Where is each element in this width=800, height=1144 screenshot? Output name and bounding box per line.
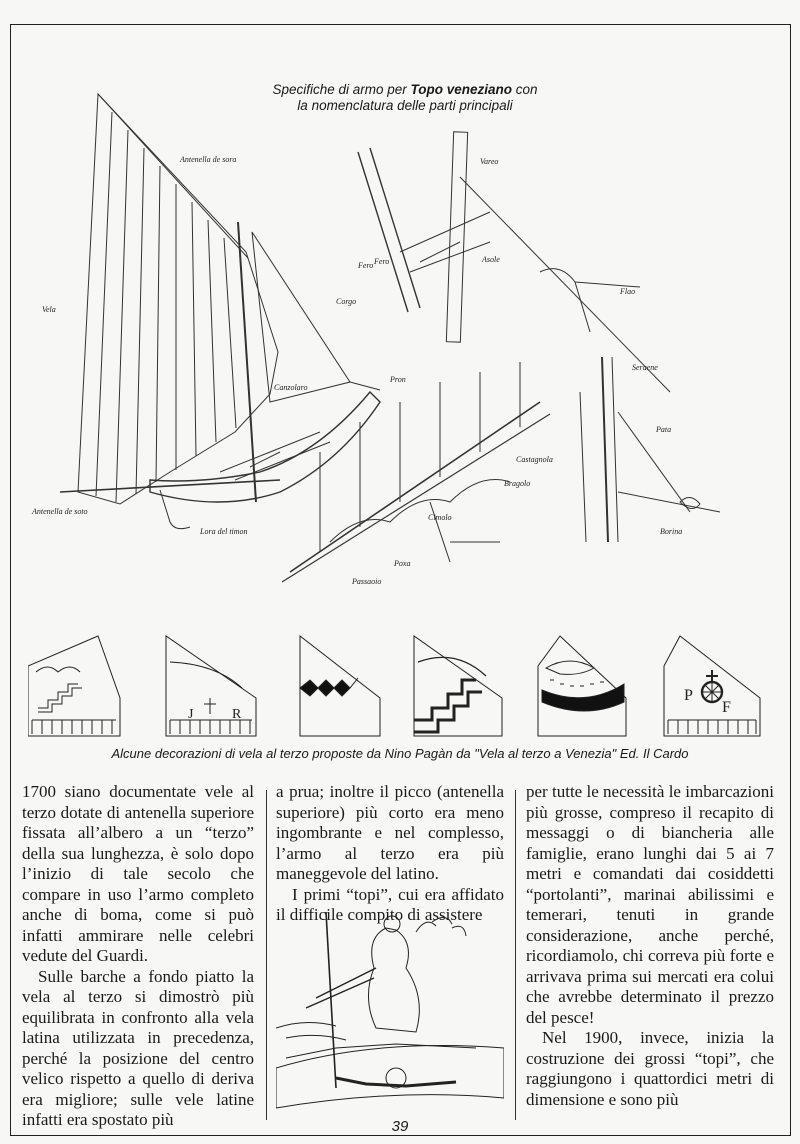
label-flao: Flao xyxy=(620,287,636,296)
paragraph: Nel 1900, invece, inizia la costruzione dei grossi “topi”, che raggiungono i quattordici metri di dimensione e sono più xyxy=(526,1028,774,1109)
paragraph: 1700 siano documentate vele al terzo dotate di antenella superiore fissata all’albero a un “terzo” della sua lunghezza, è solo dopo l’inizio di tale secolo che compare in uso l’armo completo anche di boma, come si può infatti ammirare nelle celebri vedute del Guardi. xyxy=(22,782,254,965)
decoration-6 xyxy=(664,636,760,736)
decoration-4 xyxy=(414,636,502,736)
text-column-2 xyxy=(276,782,504,926)
label-canzolaro: Canzolaro xyxy=(274,383,308,392)
label-antenella-sora: Antenella de sora xyxy=(180,155,237,164)
decorations-caption: Alcune decorazioni di vela al terzo proposte da Nino Pagàn da "Vela al terzo a Venezia" Ed. Il Cardo xyxy=(111,746,689,761)
label-bragolo: Bragolo xyxy=(504,479,531,488)
rigging-illustration xyxy=(20,72,780,612)
label-vareo: Vareo xyxy=(480,157,499,166)
paragraph: a prua; inoltre il picco (antenella superiore) più corto era meno ingombrante e nel complesso, l’armo al terzo era più maneggevole del latino. xyxy=(276,782,504,883)
mark-r: R xyxy=(232,707,242,722)
paragraph: Sulle barche a fondo piatto la vela al terzo si dimostrò più equilibrata in confronto alla vela latina utilizzata in precedenza, perché la posizione del centro velico rispetto a quello di deriva era migliore; sulle vele latine infatti era spostato più xyxy=(22,966,254,1129)
label-corgo: Corgo xyxy=(336,297,357,306)
label-passaoio: Passaoio xyxy=(352,577,382,586)
label-fero-1: Fero xyxy=(358,261,374,270)
label-pron: Pron xyxy=(390,375,406,384)
decoration-1 xyxy=(28,636,120,736)
label-pata: Pata xyxy=(656,425,672,434)
column-divider xyxy=(266,790,267,1120)
decoration-5 xyxy=(538,636,626,736)
mark-f: F xyxy=(722,699,731,716)
label-seraene: Seraene xyxy=(632,363,658,372)
paragraph: per tutte le necessità le imbarcazioni più grosse, compreso il recapito di messaggi o di biancheria alle famiglie, erano lunghi dai 5 ai 7 metri e comandati dai cosiddetti “portolanti”, marinai abilissimi e temerari, tenuti in grande considerazione, anche perché, ricordiamolo, chi correva più forte e arrivava prima sui mercati era colui che avrebbe determinato il prezzo del pesce! xyxy=(526,782,774,1027)
label-vela: Vela xyxy=(42,305,56,314)
sail-decorations xyxy=(28,628,768,740)
label-asole: Asole xyxy=(482,255,500,264)
mark-j: J xyxy=(188,707,194,722)
text-column-1 xyxy=(22,782,254,1131)
label-poxa: Poxa xyxy=(394,559,411,568)
figure-caption-top: Specifiche di armo per Topo veneziano con la nomenclatura delle parti principali xyxy=(272,82,538,113)
sail-shape xyxy=(78,94,278,504)
column-divider xyxy=(515,790,516,1120)
label-castagnola: Castagnola xyxy=(516,455,553,464)
text-column-3 xyxy=(526,782,774,1110)
mark-p: P xyxy=(684,687,693,704)
page-number: 39 xyxy=(391,1118,409,1135)
label-antenella-soto: Antenella de soto xyxy=(32,507,88,516)
decoration-2 xyxy=(166,636,256,736)
label-fero-2: Fero xyxy=(374,257,390,266)
decoration-3 xyxy=(300,636,380,736)
label-lora-timon: Lora del timon xyxy=(200,527,248,536)
label-cimolo: Cimolo xyxy=(428,513,452,522)
label-borina: Borina xyxy=(660,527,683,536)
paragraph: I primi “topi”, cui era affidato il difficile compito di assistere xyxy=(276,884,504,924)
boatman-illustration xyxy=(276,908,504,1120)
